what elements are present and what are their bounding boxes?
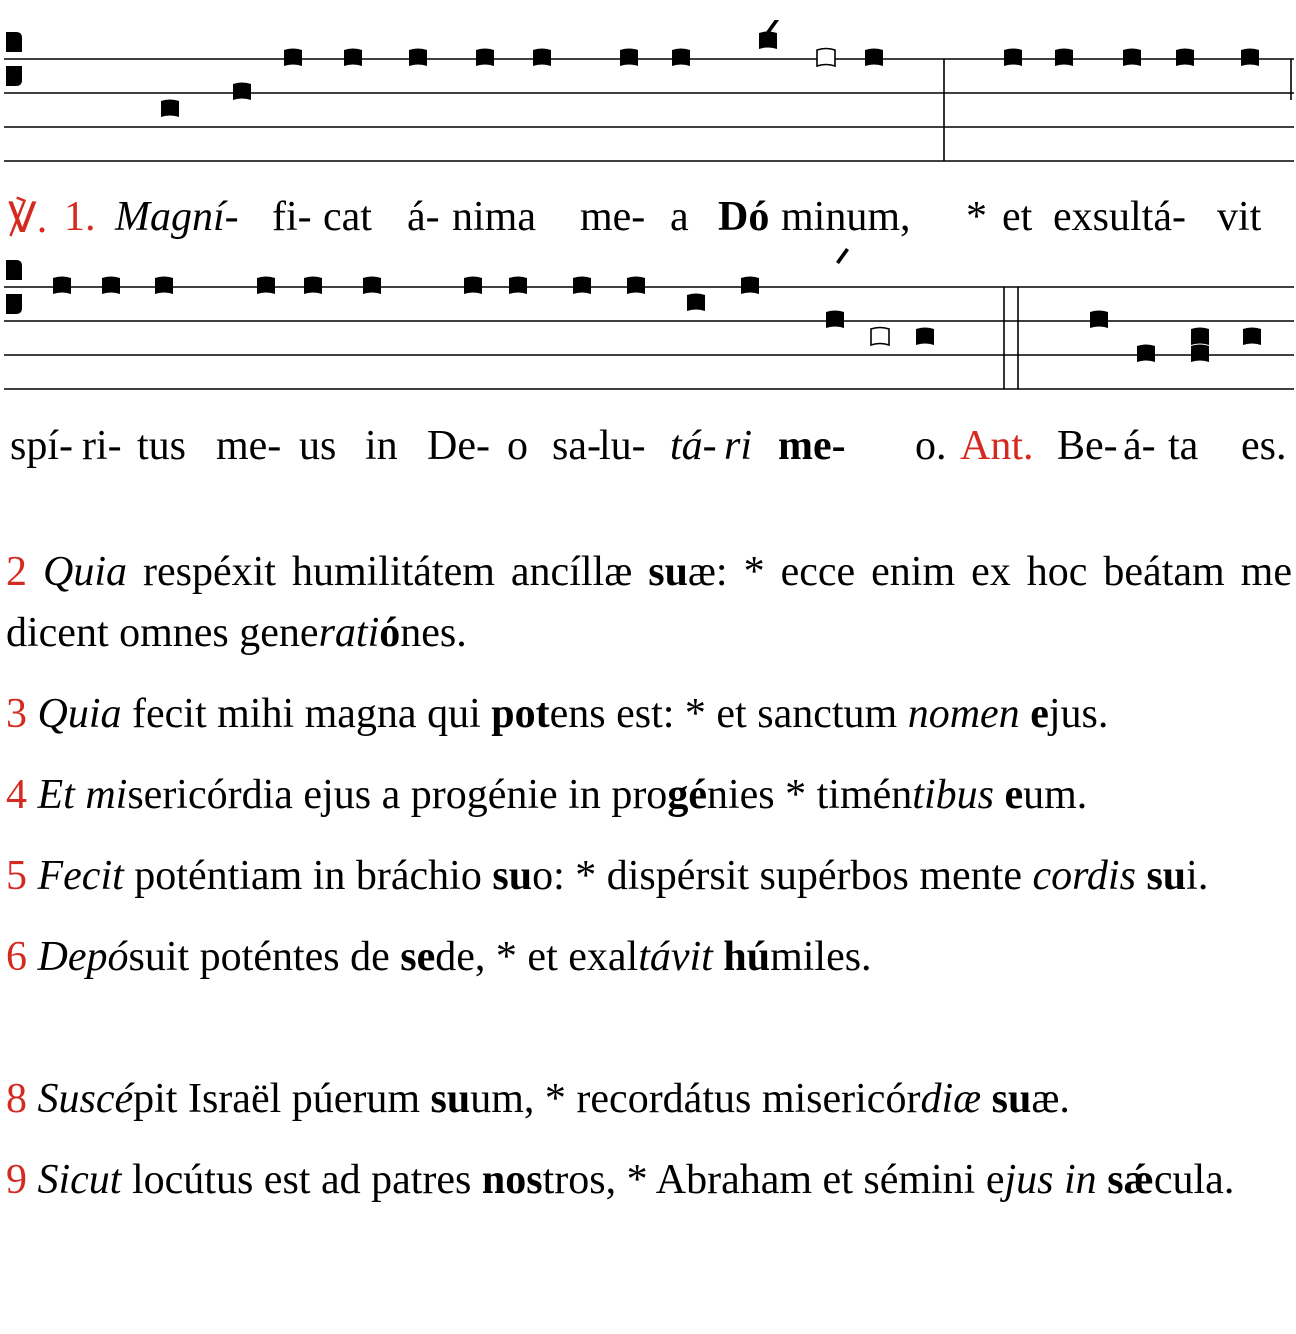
neume-note-icon bbox=[817, 49, 835, 67]
syllable: De- bbox=[427, 423, 490, 469]
antiphon-rubric: Ant. bbox=[960, 423, 1034, 469]
syllable: ta bbox=[1168, 423, 1199, 469]
verse-number: 9 bbox=[6, 1157, 27, 1203]
verse-text: miles. bbox=[770, 934, 872, 980]
syllable: á- bbox=[407, 194, 440, 240]
verse bbox=[6, 684, 1292, 745]
verse-text: su bbox=[492, 853, 533, 899]
verse bbox=[6, 1069, 1292, 1130]
verse-text: pit Israël púerum bbox=[133, 1076, 431, 1122]
syllable: tus bbox=[137, 423, 187, 469]
verse-text: tros, * Abraham et sémini e bbox=[542, 1157, 1005, 1203]
neume-note-icon bbox=[741, 277, 759, 295]
verse-text: Fecit bbox=[37, 853, 124, 899]
verse-text: respéxit humilitátem ancíllæ bbox=[127, 549, 649, 595]
syllable: me- bbox=[580, 194, 646, 240]
verse-text: i. bbox=[1186, 853, 1209, 899]
neume-note-icon bbox=[102, 277, 120, 295]
neume-note-icon bbox=[687, 294, 705, 312]
verse-text: tibus bbox=[912, 772, 994, 818]
neume-note-icon bbox=[464, 277, 482, 295]
verse-text: nes. bbox=[400, 610, 467, 656]
verse-text bbox=[1097, 1157, 1108, 1203]
verse-text: gé bbox=[667, 772, 707, 818]
neume-note-icon bbox=[155, 277, 173, 295]
neume-note-icon bbox=[1004, 49, 1022, 67]
verse-text: æ: * ecce enim ex hoc beátam me dicent omnes gene bbox=[6, 549, 1292, 656]
verse-text: cordis bbox=[1032, 853, 1136, 899]
neume-note-icon bbox=[759, 32, 777, 50]
verse-number: 1. bbox=[64, 194, 96, 240]
syllable: exsultá- bbox=[1053, 194, 1186, 240]
verse-text: hú bbox=[723, 934, 771, 980]
syllable: cat bbox=[323, 194, 372, 240]
neume-note-icon bbox=[627, 277, 645, 295]
neume-note-icon bbox=[1123, 49, 1141, 67]
verse-text: um, * recordátus misericór bbox=[470, 1076, 921, 1122]
lyrics-line-1 bbox=[0, 193, 1296, 243]
verse-text bbox=[981, 1076, 992, 1122]
verse-text: jus in bbox=[1004, 1157, 1097, 1203]
syllable: ri- bbox=[82, 423, 122, 469]
syllable: tá- bbox=[670, 423, 717, 469]
verse-text: Quia bbox=[43, 549, 127, 595]
neume-note-icon bbox=[53, 277, 71, 295]
verse-text: pot bbox=[491, 691, 550, 737]
syllable: Magní- bbox=[115, 194, 239, 240]
verse-text: Sicut bbox=[37, 1157, 122, 1203]
syllable: fi- bbox=[272, 194, 312, 240]
syllable: me- bbox=[216, 423, 282, 469]
verse-text: su bbox=[1146, 853, 1187, 899]
neume-note-icon bbox=[672, 49, 690, 67]
syllable: us bbox=[299, 423, 337, 469]
syllable: spí- bbox=[10, 423, 73, 469]
psalm-verses bbox=[6, 542, 1292, 1231]
verse bbox=[6, 846, 1292, 907]
verse-number: 2 bbox=[6, 549, 27, 595]
verse-text bbox=[1020, 691, 1031, 737]
neume-note-icon bbox=[344, 49, 362, 67]
verse bbox=[6, 765, 1292, 826]
verse-text: æ. bbox=[1031, 1076, 1070, 1122]
verse-text: su bbox=[430, 1076, 471, 1122]
verse-text: Depó bbox=[37, 934, 129, 980]
neume-note-icon bbox=[916, 328, 934, 346]
verse-text: su bbox=[991, 1076, 1032, 1122]
neume-note-icon bbox=[409, 49, 427, 67]
verse-number: 5 bbox=[6, 853, 27, 899]
syllable: ri bbox=[724, 423, 753, 469]
verse-text: ens est: * et sanctum bbox=[549, 691, 908, 737]
verse-text: se bbox=[400, 934, 436, 980]
neume-note-icon bbox=[284, 49, 302, 67]
verse-text bbox=[1136, 853, 1147, 899]
verse-text: Et mi bbox=[37, 772, 128, 818]
syllable: me- bbox=[778, 423, 846, 469]
verse-text: e bbox=[1004, 772, 1024, 818]
verse-text: suit poténtes de bbox=[128, 934, 401, 980]
verse bbox=[6, 927, 1292, 988]
neume-note-icon bbox=[533, 49, 551, 67]
syllable: o. bbox=[915, 423, 947, 469]
verse-text: Quia bbox=[37, 691, 122, 737]
syllable: lu- bbox=[599, 423, 646, 469]
verse bbox=[6, 542, 1292, 664]
neume-note-icon bbox=[1090, 311, 1108, 329]
verse-text: jus. bbox=[1048, 691, 1109, 737]
syllable: et bbox=[1002, 194, 1033, 240]
neume-note-icon bbox=[620, 49, 638, 67]
verse-text: su bbox=[648, 549, 688, 595]
neume-note-icon bbox=[1055, 49, 1073, 67]
chant-staff-1 bbox=[0, 20, 1296, 170]
neume-note-icon bbox=[363, 277, 381, 295]
syllable: a bbox=[670, 194, 689, 240]
syllable: sa- bbox=[552, 423, 601, 469]
verse-text: távit bbox=[638, 934, 713, 980]
neume-note-icon bbox=[1191, 328, 1209, 346]
chant-staff-2 bbox=[0, 248, 1296, 398]
verse-text: ó bbox=[379, 610, 401, 656]
verse-text: diæ bbox=[920, 1076, 982, 1122]
syllable: es. bbox=[1241, 423, 1287, 469]
ictus-mark-icon bbox=[836, 248, 849, 264]
verse-text: poténtiam in bráchio bbox=[123, 853, 493, 899]
verse-text bbox=[713, 934, 724, 980]
verse-text: sericórdia ejus a progénie in pro bbox=[127, 772, 668, 818]
verse-text: um. bbox=[1023, 772, 1088, 818]
syllable: * bbox=[966, 194, 987, 240]
versicle-sign: ℣. bbox=[8, 196, 48, 242]
neume-note-icon bbox=[1137, 345, 1155, 363]
neume-note-icon bbox=[826, 311, 844, 329]
neume-note-icon bbox=[871, 328, 889, 346]
syllable: vit bbox=[1217, 194, 1262, 240]
verse-text: o: * dispérsit supérbos mente bbox=[532, 853, 1033, 899]
neume-note-icon bbox=[233, 83, 251, 101]
neume-note-icon bbox=[509, 277, 527, 295]
verse-text: sǽ bbox=[1107, 1157, 1154, 1203]
neume-note-icon bbox=[476, 49, 494, 67]
syllable: á- bbox=[1123, 423, 1156, 469]
verse-number: 8 bbox=[6, 1076, 27, 1122]
verse-text: nomen bbox=[907, 691, 1020, 737]
syllable: in bbox=[365, 423, 398, 469]
neume-note-icon bbox=[1241, 49, 1259, 67]
neume-note-icon bbox=[304, 277, 322, 295]
verse-text: nos bbox=[481, 1157, 543, 1203]
neume-note-icon bbox=[573, 277, 591, 295]
verse-text: cula. bbox=[1153, 1157, 1235, 1203]
verse-text: locútus est ad patres bbox=[121, 1157, 482, 1203]
verse-number: 6 bbox=[6, 934, 27, 980]
syllable: Be- bbox=[1057, 423, 1118, 469]
neume-note-icon bbox=[865, 49, 883, 67]
syllable: Dó bbox=[718, 194, 770, 240]
syllable: nima bbox=[452, 194, 536, 240]
verse-text: de, * et exal bbox=[435, 934, 639, 980]
verse-text: Suscé bbox=[37, 1076, 134, 1122]
syllable: minum, bbox=[781, 194, 911, 240]
verse-number: 4 bbox=[6, 772, 27, 818]
syllable: o bbox=[507, 423, 528, 469]
neume-note-icon bbox=[1176, 49, 1194, 67]
verse-number: 3 bbox=[6, 691, 27, 737]
lyrics-line-2 bbox=[0, 422, 1296, 472]
neume-note-icon bbox=[257, 277, 275, 295]
neume-note-icon bbox=[161, 100, 179, 118]
neume-note-icon bbox=[1191, 345, 1209, 363]
verse-text: rati bbox=[318, 610, 380, 656]
verse bbox=[6, 1150, 1292, 1211]
verse-text: fecit mihi magna qui bbox=[121, 691, 492, 737]
neume-note-icon bbox=[1243, 328, 1261, 346]
verse-text: e bbox=[1030, 691, 1049, 737]
verse-text: nies * timén bbox=[706, 772, 913, 818]
verse-text bbox=[994, 772, 1005, 818]
